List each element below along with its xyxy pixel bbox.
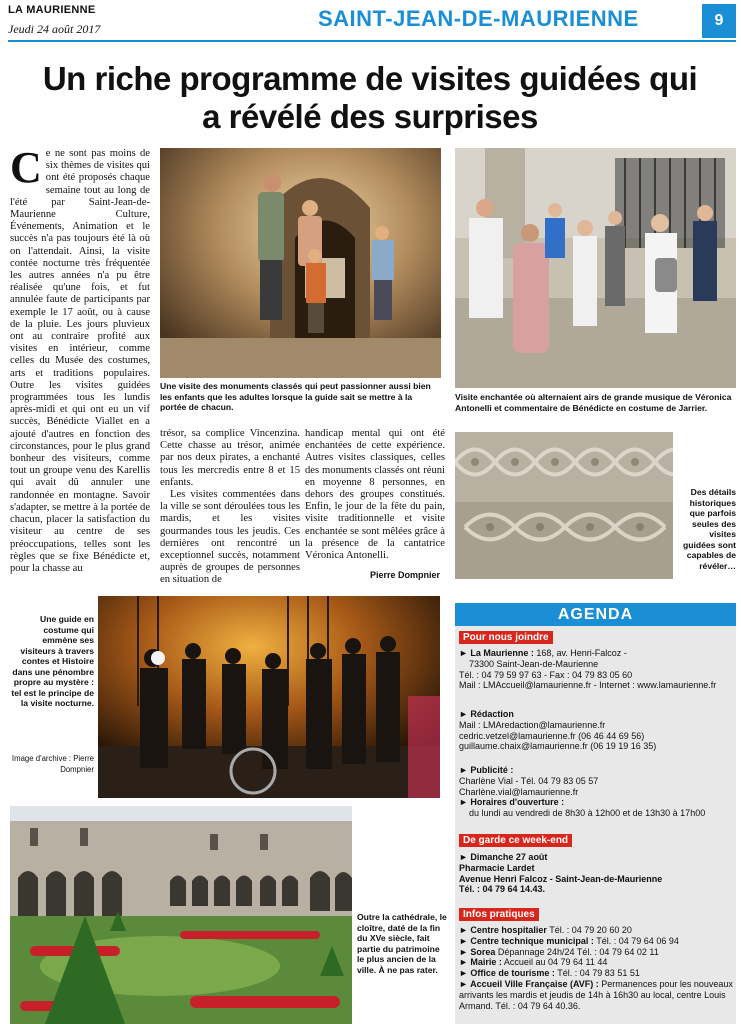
article-column-1 [10, 143, 151, 575]
article-text-col2-p2: Les visites commentées dans la ville se sont déroulées tous les mardis, et les visites gourmandes tous les jeudis. Ces dernières ont rencontré un exceptionnel succès, notamment auprès de groupes de personnes en situation de [160, 489, 300, 586]
garde-info [459, 852, 735, 895]
contact-maurienne [459, 648, 735, 691]
caption-stone-detail: Des détails historiques que parfois seules des visites guidées sont capables de révéler… [682, 487, 736, 571]
info-hospital: ► Centre hospitalier Tél. : 04 79 20 60 20 [459, 925, 632, 935]
infos-tag: Infos pratiques [459, 908, 539, 921]
article-text-col3: handicap mental qui ont été enchantées de cette expérience. Autres visites classiques, celles des monuments classés ont réuni en moyenne 8 personnes, en dehors des groupes constitués. Enfin, le jour de la fête du pain, visite traditionnelle et visite enchantée se sont mêlées grâce à la présence de la cantatrice Véronica Antonelli. [305, 428, 445, 562]
header-rule [8, 40, 736, 42]
redaction-contact-2[interactable]: guillaume.chaix@lamaurienne.fr (06 19 19 16 35) [459, 741, 657, 752]
photo-enchanted-visit [455, 148, 736, 388]
info-technical-center: ► Centre technique municipal : Tél. : 04 79 64 06 94 [459, 935, 679, 946]
maurienne-mail[interactable]: Mail : LMAccueil@lamaurienne.fr - Internet : www.lamaurienne.fr [459, 680, 717, 691]
hours-label: ► Horaires d'ouverture : [459, 797, 565, 808]
caption-vault-visit: Une visite des monuments classés qui peut passionner aussi bien les enfants que les adultes lorsque la guide sait se mettre à la portée de chacun. [160, 381, 431, 412]
photo-stone-detail [455, 432, 673, 579]
maurienne-address: 168, av. Henri-Falcoz - [533, 648, 627, 658]
info-sorea: ► Sorea Dépannage 24h/24 Tél. : 04 79 64 02 11 [459, 946, 659, 957]
maurienne-city: 73300 Saint-Jean-de-Maurienne [469, 658, 599, 669]
newspaper-name: LA MAURIENNE [8, 4, 96, 16]
agenda-title: AGENDA [455, 603, 736, 626]
agenda-box [455, 603, 736, 1024]
issue-date: Jeudi 24 août 2017 [8, 22, 101, 36]
publicite-phone: Charlène Vial - Tél. 04 79 83 05 57 [459, 775, 599, 786]
contact-tag: Pour nous joindre [459, 631, 553, 644]
garde-address: Avenue Henri Falcoz - Saint-Jean-de-Maurienne [459, 873, 663, 884]
section-title: SAINT-JEAN-DE-MAURIENNE [318, 6, 639, 31]
maurienne-label: ► La Maurienne : [459, 648, 534, 658]
info-avf: ► Accueil Ville Française (AVF) : Permanences pour les nouveaux arrivants les mardis et jeudis de 14h à 16h30 au local, centre Louis Armand. Tél. : 04 79 64 40.36. [459, 978, 733, 1011]
redaction-contact-1[interactable]: cedric.vetzel@lamaurienne.fr (06 46 44 69 56) [459, 730, 645, 741]
hours-text: du lundi au vendredi de 8h30 à 12h00 et de 13h30 à 17h00 [469, 808, 706, 819]
infos-list [459, 925, 735, 1011]
page-number: 9 [702, 4, 736, 38]
garde-tag: De garde ce week-end [459, 834, 572, 847]
redaction-mail[interactable]: Mail : LMAredaction@lamaurienne.fr [459, 719, 606, 730]
article-column-2 [160, 428, 300, 587]
publicite-mail[interactable]: Charlène.vial@lamaurienne.fr [459, 786, 579, 797]
photo-night-visit [98, 596, 440, 798]
caption-night-visit-credit: Image d'archive : Pierre Dompnier [11, 754, 94, 774]
caption-enchanted-visit: Visite enchantée où alternaient airs de grande musique de Véronica Antonelli et commentaire de Bénédicte en costume de Jarrier. [455, 392, 732, 413]
caption-cloister: Outre la cathédrale, le cloître, daté de la fin du XVe siècle, fait partie du patrimoine le plus ancien de la ville. À ne pas rater. [357, 912, 447, 975]
publicite-label: ► Publicité : [459, 765, 514, 775]
caption-night-visit: Une guide en costume qui emmène ses visiteurs à travers contes et Histoire dans une pénombre propre au mystère : tel est le principe de la visite nocturne. [11, 614, 94, 708]
info-tourism-office: ► Office de tourisme : Tél. : 04 79 83 51 51 [459, 968, 640, 979]
article-text-col2-p1: trésor, sa complice Vincenzina. Cette chasse au trésor, animée par nos deux pirates, a enchanté tous les mercredis entre 8 et 15 enfants. [160, 428, 300, 488]
photo-cloister [10, 806, 352, 1024]
garde-pharmacy: Pharmacie Lardet [459, 862, 535, 873]
article-text-col1: e ne sont pas moins de six thèmes de visites qui ont été proposés chaque semaine tout au long de l'été par Saint-Jean-de-Maurienne Culture, Événements, Animation et le succès n'a pas toujours été là où on l'attendait. Ainsi, la visite contée nocturne très fréquentée les autres années n'a pu être réalisée qu'une fois, et fut annulée faute de participants par exemple le 17 août, ou à cause de la pluie. Les jours pluvieux ont au contraire profité aux visites en intérieur, comme celles du Musée des costumes, arts et traditions populaires. Outre les visites guidées programmées tous les lundis après-midi et qui ont eu un vif succès, Bénédicte Viallet en a ajouté d'autres en fonction des circonstances, pour le plus grand bonheur des visiteurs, comme tout un groupe venu des Karellis qui avait dû annuler une randonnée en montagne. Savoir s'adapter, se mettre à la portée de chacun, placer la satisfaction du visiteur au centre de ses préoccupations, telles sont les règles que se fixe Bénédicte et, pour la chasse au [10, 148, 151, 574]
drop-cap: C [10, 143, 42, 192]
info-mairie: ► Mairie : Accueil au 04 79 64 11 44 [459, 957, 608, 968]
article-column-3 [305, 428, 445, 562]
contact-redaction [459, 709, 735, 752]
maurienne-phone: Tél. : 04 79 59 97 63 - Fax : 04 79 83 05 60 [459, 669, 633, 680]
author-signature: Pierre Dompnier [369, 570, 440, 580]
contact-publicite [459, 765, 735, 819]
garde-phone: Tél. : 04 79 64 14.43. [459, 884, 546, 895]
garde-date: ► Dimanche 27 août [459, 852, 548, 862]
headline: Un riche programme de visites guidées qui a révélé des surprises [42, 60, 698, 135]
redaction-label: ► Rédaction [459, 709, 514, 719]
photo-vault-visit [160, 148, 441, 378]
